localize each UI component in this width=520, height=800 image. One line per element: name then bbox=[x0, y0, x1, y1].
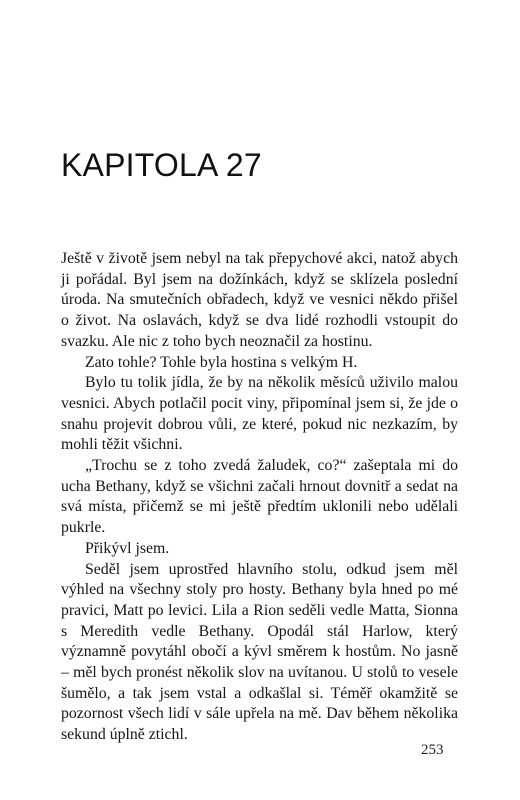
paragraph-2: Zato tohle? Tohle byla hostina s velkým H. bbox=[85, 353, 358, 371]
page-number: 253 bbox=[421, 742, 444, 758]
paragraph-4: „Trochu se z toho zvedá žaludek, co?“ zašeptala mi do ucha Bethany, když se všichni začali hrnout dovnitř a sedat na svá místa, přičemž se mi ještě předtím uklonili nebo udělali pukrle. bbox=[61, 457, 458, 537]
chapter-body bbox=[61, 249, 458, 746]
paragraph-5: Přikývl jsem. bbox=[85, 539, 170, 557]
paragraph-1: Ještě v životě jsem nebyl na tak přepychové akci, natož abych ji pořádal. Byl jsem na dožínkách, když se sklízela poslední úroda. Na smutečních obřadech, když ve vesnici někdo přišel o život. Na oslavách, když se dva lidé rozhodli vstoupit do svazku. Ale nic z toho bych neoznačil za hostinu. bbox=[61, 250, 458, 350]
paragraph-6: Seděl jsem uprostřed hlavního stolu, odkud jsem měl výhled na všechny stoly pro hosty. Bethany byla hned po mé pravici, Matt po levici. Lila a Rion seděli vedle Matta, Sionna s Meredith vedle Bethany. Opodál stál Harlow, který významně povytáhl obočí a kývl směrem k hostům. No jasně – měl bych pronést několik slov na uvítanou. U stolů to vesele šumělo, a tak jsem vstal a odkašlal si. Téměř okamžitě se pozornost všech lidí v sále upřela na mě. Dav během několika sekund úplně ztichl. bbox=[61, 560, 458, 744]
chapter-title: KAPITOLA 27 bbox=[61, 147, 262, 183]
paragraph-3: Bylo tu tolik jídla, že by na několik měsíců uživilo malou vesnici. Abych potlačil pocit viny, připomínal jsem si, že jde o snahu projevit dobrou vůli, ze které, pokud nic nezkazím, by mohli těžit všichni. bbox=[61, 374, 458, 454]
